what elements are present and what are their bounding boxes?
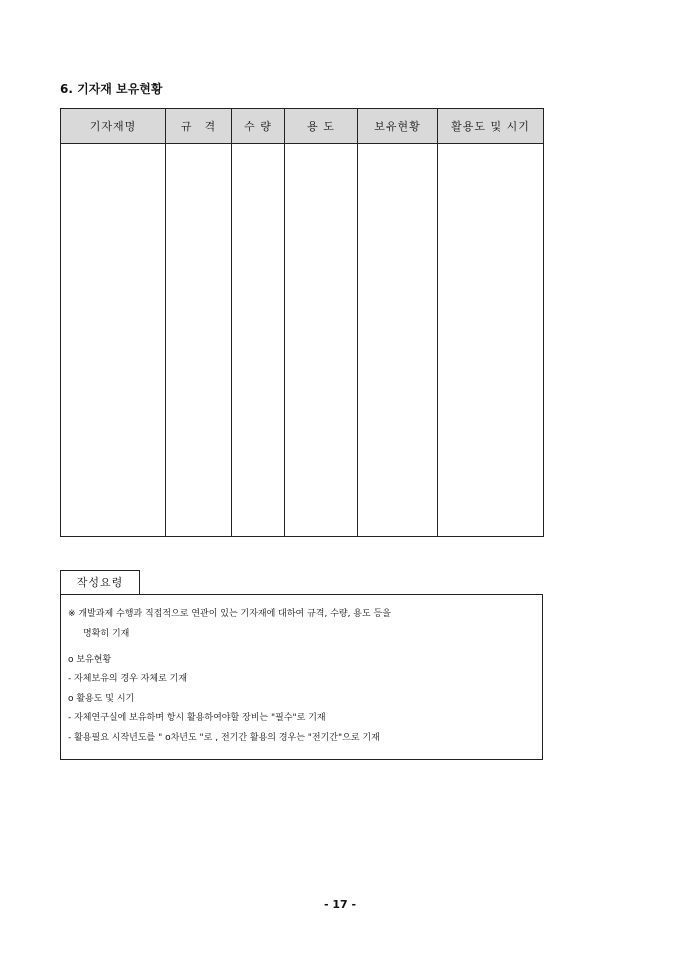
cell-quantity[interactable] [232,144,285,537]
header-quantity: 수 량 [232,109,285,144]
guide-line: - 자체보유의 경우 자체로 기재 [68,674,188,684]
table-row [61,144,544,537]
page-number: - 17 - [323,898,357,911]
equipment-table [60,108,544,537]
guide-line: - 자체연구실에 보유하며 항시 활용하여야할 장비는 "필수"로 기재 [68,713,326,723]
guide-line: o 활용도 및 시기 [68,694,135,704]
guide-tab: 작성요령 [60,570,140,595]
cell-equipment-name[interactable] [61,144,166,537]
header-holding-status: 보유현황 [358,109,438,144]
cell-specification[interactable] [166,144,232,537]
cell-holding-status[interactable] [358,144,438,537]
guide-line: 명확히 기재 [83,629,130,639]
guide-line: ※ 개발과제 수행과 직접적으로 연관이 있는 기자재에 대하여 규격, 수량, 용도 등을 [68,609,391,619]
guide-box [60,594,543,760]
header-utilization: 활용도 및 시기 [438,109,544,144]
cell-purpose[interactable] [285,144,358,537]
header-purpose: 용 도 [285,109,358,144]
table-header-row [61,109,544,144]
section-title: 6. 기자재 보유현황 [60,82,163,96]
header-equipment-name: 기자재명 [61,109,166,144]
header-specification: 규 격 [166,109,232,144]
guide-line: - 활용필요 시작년도를 " o차년도 "로 , 전기간 활용의 경우는 "전기간"으로 기재 [68,733,380,743]
cell-utilization[interactable] [438,144,544,537]
guide-line: o 보유현황 [68,655,112,665]
